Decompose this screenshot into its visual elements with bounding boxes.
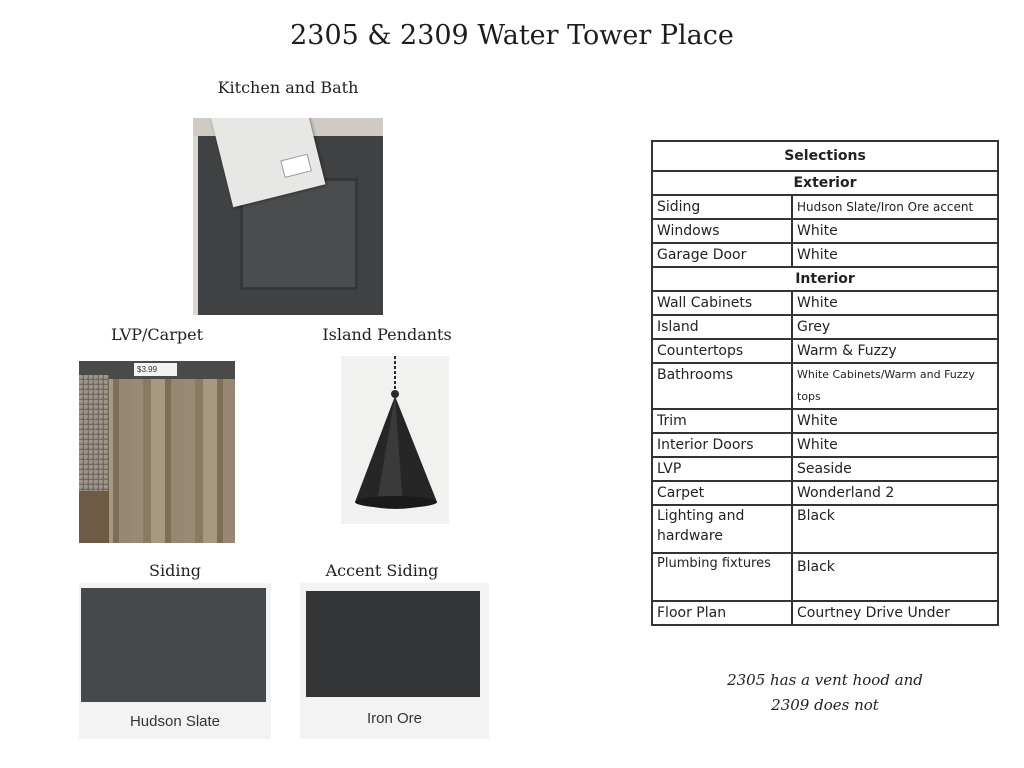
caption-siding: Siding <box>149 561 201 580</box>
item-value: Black <box>792 553 998 601</box>
iron-ore-color <box>306 591 480 697</box>
item-value: White <box>792 409 998 433</box>
table-row <box>652 243 998 267</box>
hudson-slate-color <box>81 588 266 702</box>
pendant-photo <box>341 356 449 524</box>
sample-label <box>280 154 312 178</box>
table-row <box>652 457 998 481</box>
section-exterior: Exterior <box>652 171 998 195</box>
table-row <box>652 433 998 457</box>
item-value: Grey <box>792 315 998 339</box>
item-label: Wall Cabinets <box>652 291 792 315</box>
table-row <box>652 219 998 243</box>
caption-accent-siding: Accent Siding <box>325 561 439 580</box>
pendant-lamp-icon <box>341 356 449 524</box>
item-label: Bathrooms <box>652 363 792 409</box>
item-value: Courtney Drive Under <box>792 601 998 625</box>
item-value: White <box>792 243 998 267</box>
section-interior: Interior <box>652 267 998 291</box>
item-value: Black <box>792 505 998 553</box>
caption-lvp: LVP/Carpet <box>110 325 203 344</box>
table-row <box>652 363 998 409</box>
item-label: Countertops <box>652 339 792 363</box>
table-row <box>652 339 998 363</box>
caption-pendants: Island Pendants <box>322 325 452 344</box>
page-title: 2305 & 2309 Water Tower Place <box>290 20 734 51</box>
item-label: Lighting and hardware <box>652 505 792 553</box>
item-value: Warm & Fuzzy <box>792 339 998 363</box>
item-value: White <box>792 291 998 315</box>
item-value: Hudson Slate/Iron Ore accent <box>792 195 998 219</box>
item-label: Windows <box>652 219 792 243</box>
caption-kitchen: Kitchen and Bath <box>217 78 359 97</box>
table-row <box>652 481 998 505</box>
item-label: Trim <box>652 409 792 433</box>
table-row <box>652 601 998 625</box>
swatch-name-hudson-slate: Hudson Slate <box>129 713 221 730</box>
vent-hood-note <box>690 668 960 718</box>
accent-siding-swatch <box>300 583 489 739</box>
price-tag: $3.99 <box>134 363 177 376</box>
item-value: Wonderland 2 <box>792 481 998 505</box>
table-row <box>652 195 998 219</box>
item-label: Plumbing fixtures <box>652 553 792 601</box>
carpet-sample <box>79 375 109 500</box>
item-value: Seaside <box>792 457 998 481</box>
kitchen-cabinet-photo <box>193 118 383 315</box>
note-line-2: 2309 does not <box>771 696 879 714</box>
table-row <box>652 505 998 553</box>
item-label: Carpet <box>652 481 792 505</box>
table-row <box>652 291 998 315</box>
item-label: Island <box>652 315 792 339</box>
item-label: Siding <box>652 195 792 219</box>
lvp-carpet-photo <box>79 361 235 543</box>
item-value: White <box>792 433 998 457</box>
note-line-1: 2305 has a vent hood and <box>727 671 923 689</box>
floor-plank <box>79 491 109 543</box>
siding-swatch <box>79 583 271 739</box>
item-label: Floor Plan <box>652 601 792 625</box>
item-label: Interior Doors <box>652 433 792 457</box>
table-row <box>652 409 998 433</box>
item-value: White <box>792 219 998 243</box>
item-label: LVP <box>652 457 792 481</box>
item-value: White Cabinets/Warm and Fuzzy tops <box>792 363 998 409</box>
item-label: Garage Door <box>652 243 792 267</box>
table-header: Selections <box>652 141 998 171</box>
table-row <box>652 553 998 601</box>
table-row <box>652 315 998 339</box>
selections-table <box>651 140 999 626</box>
swatch-name-iron-ore: Iron Ore <box>366 710 423 727</box>
